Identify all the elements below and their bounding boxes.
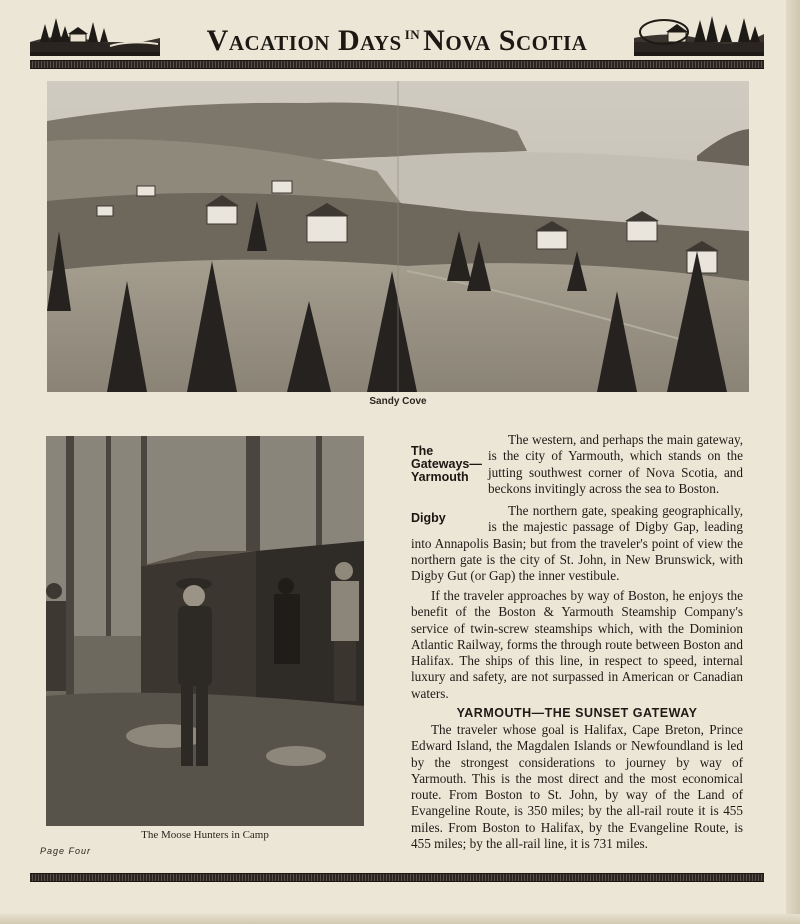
sandy-cove-photo bbox=[47, 81, 749, 392]
moose-hunters-photo bbox=[46, 436, 364, 826]
forest-vignette-right bbox=[634, 12, 764, 56]
masthead-title: Vacation Days $^{IN}$ Nova Scotia bbox=[206, 24, 588, 57]
sidehead-digby: Digby bbox=[411, 511, 446, 525]
masthead bbox=[30, 8, 764, 58]
paragraph-yarmouth: The western, and perhaps the main gateway, is the city of Yarmouth, which stands on the jutting southwest corner of Nova Scotia, and beckons invitingly across the sea to Boston. bbox=[488, 432, 743, 496]
paragraph-digby: The northern gate, speaking geographically, is the majestic passage of Digby Gap, leading into Annapolis Basin; but from the traveler's point of view the northern gate is the city of St. John, in New Brunswick, with Digby Gut (or Gap) the inner vestibule. bbox=[411, 503, 743, 584]
caption-moose-hunters: The Moose Hunters in Camp bbox=[141, 829, 269, 841]
page-edge bbox=[786, 0, 800, 924]
paragraph-boston: If the traveler approaches by way of Boston, he enjoys the benefit of the Boston & Yarmouth Steamship Company's service of twin-screw steamships which, with the Dominion Atlantic Railway, forms the through route between Boston and Halifax. The ships of this line, in respect to speed, internal luxury and safety, are not surpassed in American or Canadian waters. bbox=[411, 588, 743, 701]
bottom-rule bbox=[30, 873, 764, 882]
page-edge-bottom bbox=[0, 914, 800, 924]
page-number: Page Four bbox=[40, 846, 92, 856]
caption-sandy-cove: Sandy Cove bbox=[369, 396, 427, 407]
masthead-rule bbox=[30, 60, 764, 69]
section-title-yarmouth: YARMOUTH—THE SUNSET GATEWAY bbox=[456, 706, 698, 720]
sidehead-gateways: The Gateways— Yarmouth bbox=[411, 444, 482, 484]
paragraph-sunset-gateway: The traveler whose goal is Halifax, Cape Breton, Prince Edward Island, the Magdalen Islands or Newfoundland is led by the strongest considerations to journey by way of Yarmouth. This is the most direct and the most economical route. From Boston to St. John, by way of the Land of Evangeline Route, is 350 miles; by the all-rail route it is 455 miles. From Boston to Halifax, by the Evangeline Route, is 455 miles; by the all-rail line, it is 731 miles. bbox=[411, 722, 743, 852]
